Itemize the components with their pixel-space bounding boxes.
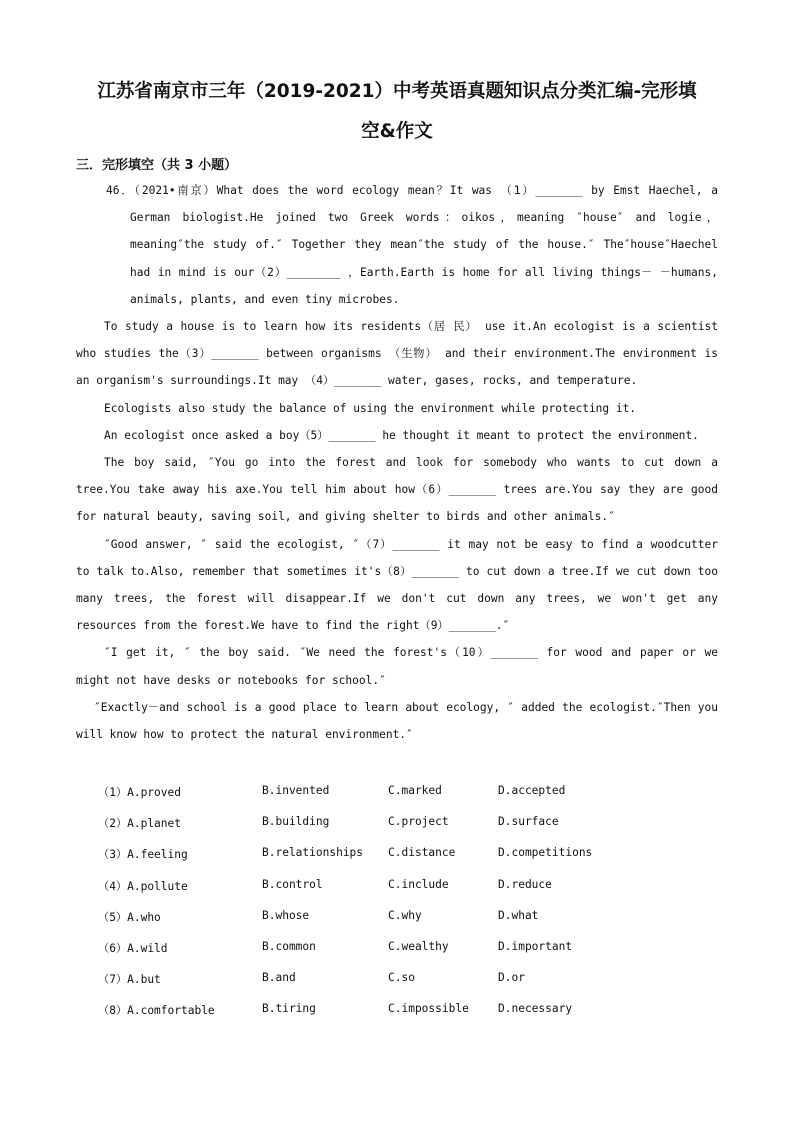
- option-c: C.why: [388, 908, 422, 922]
- option-row: [98, 780, 698, 811]
- option-a: （1）A.proved: [98, 786, 181, 799]
- title-line-2: 空&作文: [361, 121, 433, 142]
- option-d: D.necessary: [498, 1002, 573, 1016]
- option-row: [98, 998, 698, 1029]
- option-b: B.tiring: [262, 1002, 316, 1016]
- option-row: [98, 874, 698, 905]
- passage-paragraph-2: To study a house is to learn how its residents（居 民） use it.An ecologist is a scientist who studies the（3）_______ between organisms （生物） and their environment.The environment is an organism's surroundings.It may （4）_______ water, gases, rocks, and temperature.: [76, 320, 718, 388]
- option-a: （2）A.planet: [98, 817, 181, 831]
- option-d: D.or: [498, 971, 525, 985]
- passage: [76, 177, 718, 748]
- option-b: B.relationships: [262, 846, 364, 860]
- option-d: D.surface: [498, 815, 559, 829]
- option-c: C.include: [388, 877, 449, 891]
- option-row: [98, 811, 698, 842]
- option-d: D.competitions: [498, 846, 593, 860]
- option-row: [98, 936, 698, 967]
- option-row: [98, 967, 698, 998]
- answer-options: [98, 780, 698, 1030]
- passage-paragraph-6: ″Good answer, ″ said the ecologist, ″（7）_______ it may not be easy to find a woodcutter to talk to.Also, remember that sometimes it's（8）_______ to cut down a tree.If we cut down too many trees, the forest will disappear.If we don't cut down any trees, we won't get any resources from the forest.We have to find the right（9）_______.″: [76, 537, 718, 633]
- option-row: [98, 905, 698, 936]
- title-line-1: 江苏省南京市三年（2019-2021）中考英语真题知识点分类汇编-完形填: [97, 81, 697, 102]
- option-d: D.important: [498, 939, 573, 953]
- option-c: C.project: [388, 815, 449, 829]
- option-b: B.invented: [262, 784, 330, 797]
- option-row: [98, 842, 698, 873]
- passage-paragraph-3: Ecologists also study the balance of using the environment while protecting it.: [104, 401, 637, 415]
- passage-paragraph-4: An ecologist once asked a boy（5）_______ he thought it meant to protect the environment.: [104, 428, 699, 442]
- option-d: D.what: [498, 908, 539, 922]
- option-d: D.accepted: [498, 784, 566, 797]
- option-c: C.so: [388, 971, 415, 985]
- section-heading: 三．完形填空（共 3 小题）: [76, 158, 238, 173]
- option-a: （6）A.wild: [98, 941, 168, 955]
- passage-paragraph-8: ″Exactly－and school is a good place to learn about ecology, ″ added the ecologist.″Then you will know how to protect the natural environment.″: [76, 700, 718, 742]
- option-c: C.marked: [388, 784, 442, 797]
- document-title: [60, 72, 734, 152]
- option-b: B.common: [262, 939, 316, 953]
- option-a: （8）A.comfortable: [98, 1004, 215, 1018]
- option-d: D.reduce: [498, 877, 552, 891]
- option-c: C.distance: [388, 846, 456, 860]
- passage-paragraph-1: 46．（2021•南京）What does the word ecology mean？It was （1）_______ by Emst Haechel, a German biologist.He joined two Greek words：oikos，meaning ″house″ and logie，meaning″the study of.″ Together they mean″the study of the house.″ The″house″Haechel had in mind is our（2）________ ，Earth.Earth is home for all living things－ －humans, animals, plants, and even tiny microbes.: [106, 184, 718, 306]
- option-a: （7）A.but: [98, 973, 161, 987]
- option-a: （4）A.pollute: [98, 879, 188, 893]
- passage-paragraph-5: The boy said, ″You go into the forest and look for somebody who wants to cut down a tree.You take away his axe.You tell him about how（6）_______ trees are.You say they are good for natural beauty, saving soil, and giving shelter to birds and other animals.″: [76, 456, 718, 524]
- option-a: （5）A.who: [98, 910, 161, 924]
- option-a: （3）A.feeling: [98, 848, 188, 862]
- option-b: B.whose: [262, 908, 310, 922]
- option-b: B.and: [262, 971, 296, 985]
- option-b: B.building: [262, 815, 330, 829]
- option-c: C.wealthy: [388, 939, 449, 953]
- option-c: C.impossible: [388, 1002, 469, 1016]
- option-b: B.control: [262, 877, 323, 891]
- passage-paragraph-7: ″I get it, ″ the boy said. ″We need the forest's（10）_______ for wood and paper or we might not have desks or notebooks for school.″: [76, 646, 718, 687]
